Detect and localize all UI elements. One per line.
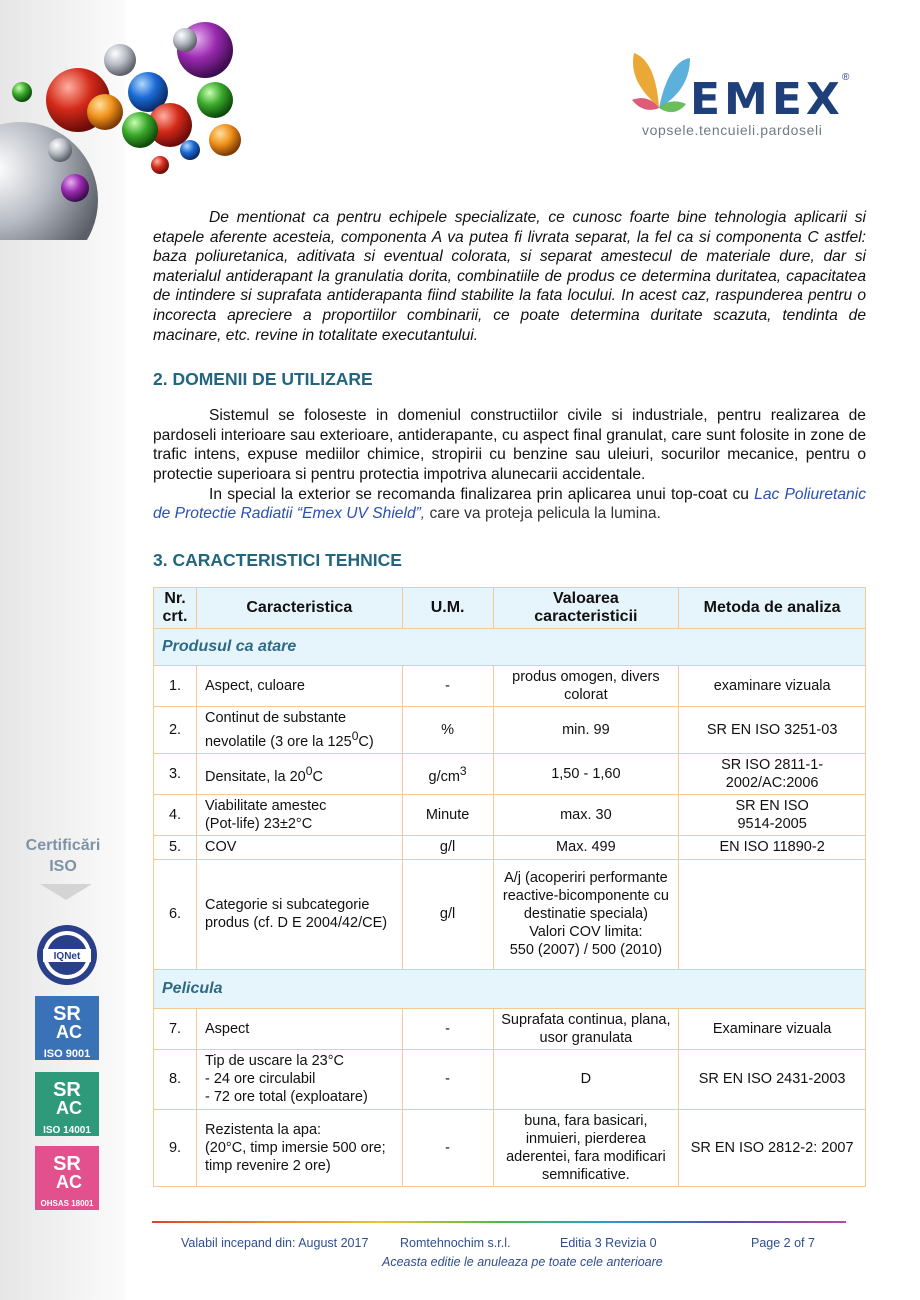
footer-divider <box>152 1221 846 1223</box>
footer-company: Romtehnochim s.r.l. <box>400 1236 511 1250</box>
svg-text:SR: SR <box>53 1153 81 1175</box>
iqnet-badge <box>35 922 99 988</box>
table-row: 4. Viabilitate amestec (Pot-life) 23±2°C Minute max. 30 SR EN ISO 9514-2005 <box>154 794 866 835</box>
table-row: 9. Rezistenta la apa: (20°C, timp imersie 500 ore; timp revenire 2 ore) - buna, fara basicari, inmuieri, pierderea aderentei, fara modificari semnificative. SR EN ISO 2812-2: 2007 <box>154 1109 866 1186</box>
document-body <box>153 208 866 1187</box>
header-valoarea: Valoarea caracteristicii <box>493 587 679 628</box>
footer-edition: Editia 3 Revizia 0 <box>560 1236 657 1250</box>
svg-text:AC: AC <box>56 1022 82 1042</box>
svg-text:AC: AC <box>56 1172 82 1192</box>
iso-9001-badge <box>35 996 99 1060</box>
svg-text:IQNet: IQNet <box>53 951 81 962</box>
svg-text:SR: SR <box>53 1003 81 1025</box>
header-nr: Nr. crt. <box>154 587 197 628</box>
section-2-paragraph-2: In special la exterior se recomanda finalizarea prin aplicarea unui top-coat cu Lac Poliuretanic de Protectie Radiatii “Emex UV Shield”, care va proteja pelicula la lumina. <box>153 485 866 523</box>
certifications-title: Certificări ISO <box>25 837 101 875</box>
section-3-heading: 3. CARACTERISTICI TEHNICE <box>153 549 402 570</box>
table-row: 5. COV g/l Max. 499 EN ISO 11890-2 <box>154 835 866 859</box>
cert-arrow-icon <box>40 884 92 900</box>
svg-text:ISO 9001: ISO 9001 <box>43 1048 91 1060</box>
table-row: 2. Continut de substante nevolatile (3 ore la $125^0C$) % min. 99 SR EN ISO 3251-03 <box>154 706 866 753</box>
svg-text:AC: AC <box>56 1098 82 1118</box>
footer-valid-from: Valabil incepand din: August 2017 <box>181 1236 369 1250</box>
table-header-row <box>154 587 866 628</box>
header-um: U.M. <box>402 587 493 628</box>
section-row-produs: Produsul ca atare <box>154 628 866 665</box>
iso-14001-badge <box>35 1072 99 1136</box>
registered-mark: ® <box>842 72 850 83</box>
section-2-paragraph-1: Sistemul se foloseste in domeniul constructiilor civile si industriale, pentru realizarea de pardoseli interioare sau exterioare, antiderapante, cu aspect final granulat, care sunt folosite in zone de trafic intens, expuse mediilor chimice, stropirii cu benzine sau uleiuri, socurilor mecanice, pentru o protectie superioara si pentru protectia impotriva alunecarii accidentale. <box>153 407 866 483</box>
technical-characteristics-table <box>153 587 866 1187</box>
product-link[interactable]: Lac Poliuretanic de Protectie Radiatii “Emex UV Shield”, <box>153 485 866 523</box>
emex-logo <box>620 38 870 148</box>
svg-text:ISO 14001: ISO 14001 <box>43 1125 91 1136</box>
footer-page-number: Page 2 of 7 <box>751 1236 815 1250</box>
section-row-pelicula: Pelicula <box>154 969 866 1008</box>
footer-note: Aceasta editie le anuleaza pe toate cele anterioare <box>382 1255 663 1269</box>
table-row: 7. Aspect - Suprafata continua, plana, usor granulata Examinare vizuala <box>154 1008 866 1049</box>
ohsas-18001-badge <box>35 1146 99 1210</box>
table-row: 1. Aspect, culoare - produs omogen, divers colorat examinare vizuala <box>154 665 866 706</box>
decorative-spheres-graphic <box>0 0 250 240</box>
intro-paragraph: De mentionat ca pentru echipele specializate, ce cunosc foarte bine tehnologia aplicarii si etapele aferente acesteia, componenta A va putea fi livrata separat, la fel ca si componenta C astfel: baza poliuretanica, aditivata si eventual colorata, si separat amestecul de materiale dure, dar si materialul antiderapant la granulatia dorita, combinatiile de produs ce determina duritatea, capacitatea de intindere si suprafata antiderapanta fiind stabilite la fata locului. In acest caz, raspunderea pentru o incorecta apreciere a proportiilor combinarii, ce poate determina duritate scazuta, tendinta de macinare, etc. revine in totalitate executantului. <box>153 209 866 344</box>
header-caracteristica: Caracteristica <box>196 587 402 628</box>
table-row: 3. Densitate, la $20^0C$ $g/cm^3$ 1,50 - 1,60 SR ISO 2811-1-2002/AC:2006 <box>154 753 866 794</box>
section-2-heading: 2. DOMENII DE UTILIZARE <box>153 369 373 390</box>
logo-tagline: vopsele.tencuieli.pardoseli <box>642 122 823 138</box>
svg-text:SR: SR <box>53 1079 81 1101</box>
header-metoda: Metoda de analiza <box>679 587 866 628</box>
svg-text:OHSAS 18001: OHSAS 18001 <box>40 1199 94 1208</box>
logo-wordmark: EMEX <box>690 74 844 125</box>
butterfly-icon <box>624 38 694 118</box>
table-row: 8. Tip de uscare la 23°C - 24 ore circulabil - 72 ore total (exploatare) - D SR EN ISO 2431-2003 <box>154 1049 866 1109</box>
table-row: 6. Categorie si subcategorie produs (cf. D E 2004/42/CE) g/l A/j (acoperiri performante reactive-bicomponente cu destinatie speciala) Valori COV limita: 550 (2007) / 500 (2010) <box>154 859 866 969</box>
